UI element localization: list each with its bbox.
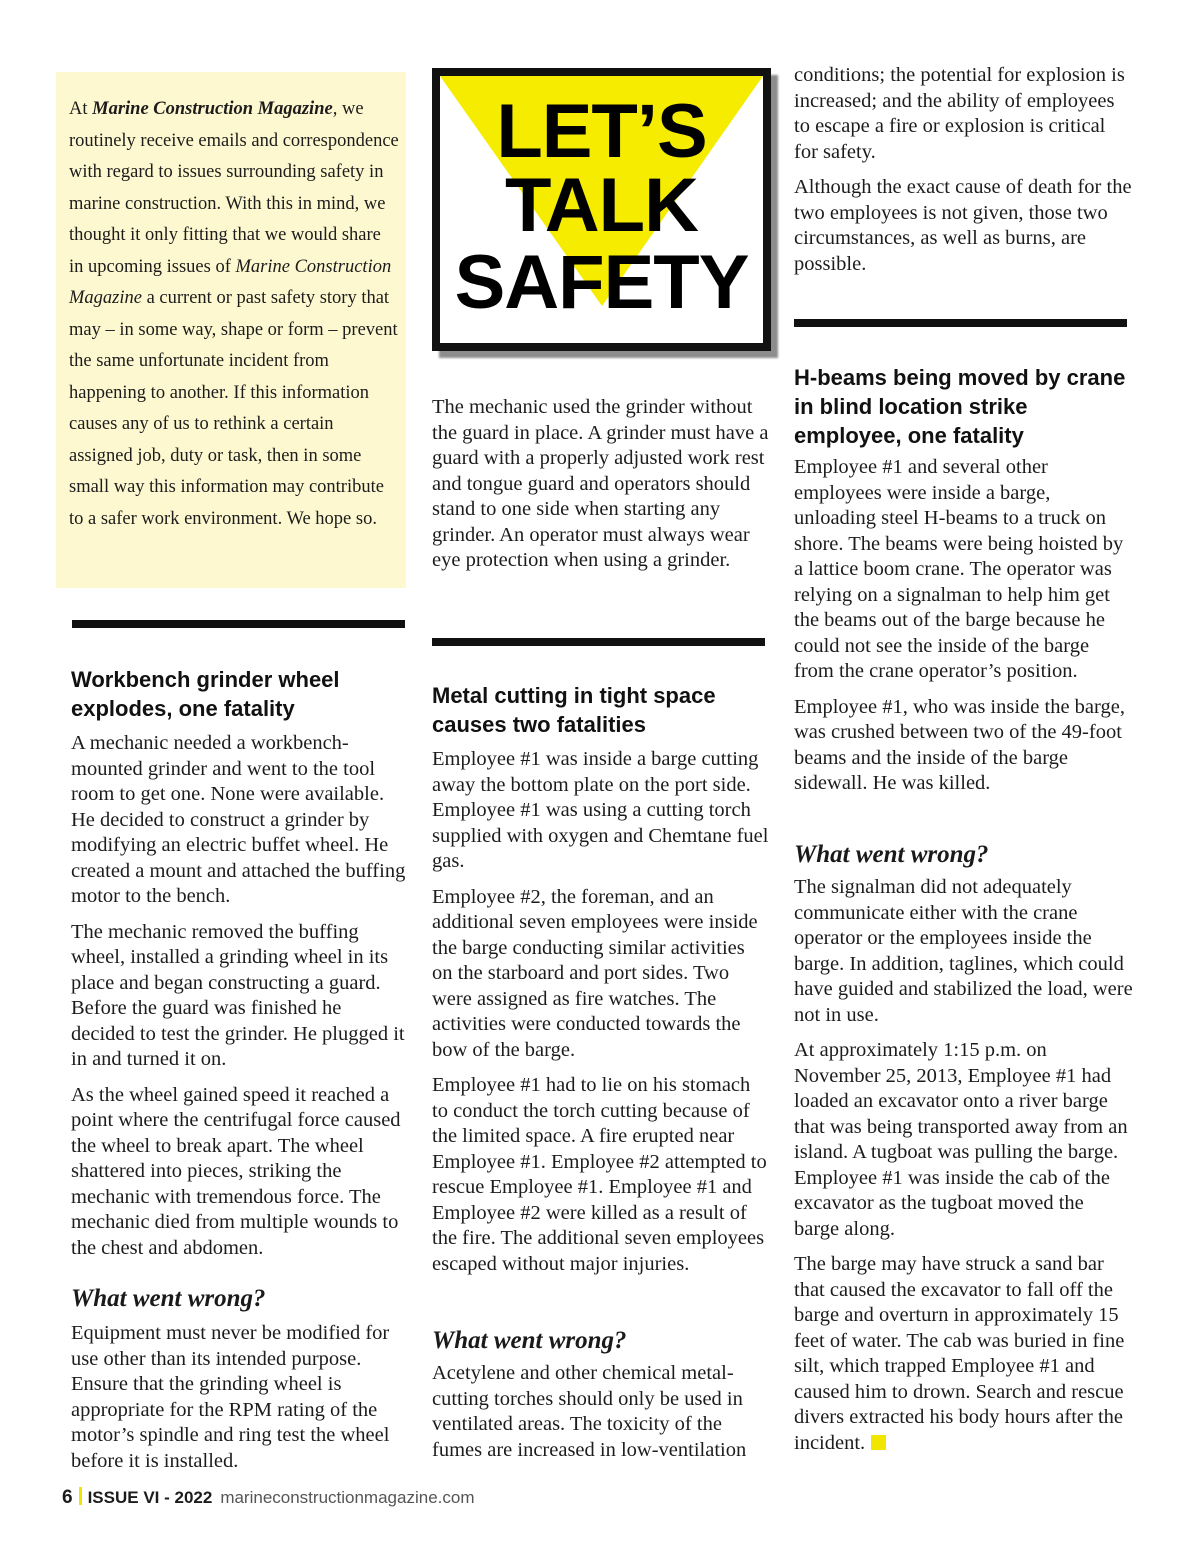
paragraph: Employee #1 was inside a barge cutting away the bottom plate on the port side. Employee #1 was using a cutting torch supplied with oxygen and Chemtane fuel gas. [432,748,769,872]
paragraph: The signalman did not adequately communicate either with the crane operator or the employees inside the barge. In addition, taglines, which could have guided and stabilized the load, were not in use. [794,876,1133,1026]
logo-line-safety: SAFETY [454,240,749,325]
subhead-what-went-wrong: What went wrong? [794,841,989,868]
page-number: 6 [62,1487,73,1508]
article-h-beams-conclusion [794,875,1134,1466]
paragraph: The barge may have struck a sand bar that caused the excavator to fall off the barge and overturn in approximately 15 feet of water. The cab was buried in fine silt, which trapped Employee #1 and caused him to drown. Search and rescue divers extracted his body hours after the incident. [794,1253,1125,1454]
footer-divider [79,1487,82,1505]
subhead-what-went-wrong: What went wrong? [71,1285,266,1312]
lets-talk-safety-logo [432,68,771,351]
intro-text: At Marine Construction Magazine, we routinely receive emails and correspondence with regard to issues surrounding safety in marine construction. With this in mind, we thought it only fitting that we would share in upcoming issues of Marine Construction Magazine a current or past safety story that may – in some way, shape or form – prevent the same unfortunate incident from happening to another. If this information causes any of us to rethink a certain assigned job, duty or task, then in some small way this information may contribute to a safer work environment. We hope so. [69,99,399,529]
paragraph: Although the exact cause of death for the two employees is not given, those two circumstances, as well as burns, are possible. [794,176,1132,275]
paragraph: Acetylene and other chemical metal-cutting torches should only be used in ventilated areas. The toxicity of the fumes are increased in low-ventilation [432,1362,747,1461]
end-mark-icon [871,1435,886,1450]
headline-grinder: Workbench grinder wheel explodes, one fatality [71,667,340,721]
paragraph: conditions; the potential for explosion is increased; and the ability of employees to escape a fire or explosion is critical for safety. [794,64,1125,163]
magazine-name-italic: Marine Construction Magazine [69,256,392,308]
paragraph: As the wheel gained speed it reached a point where the centrifugal force caused the wheel to break apart. The wheel shattered into pieces, striking the mechanic with tremendous force. The mechanic died from multiple wounds to the chest and abdomen. [71,1083,401,1259]
issue-label: ISSUE VI - 2022 [87,1488,213,1507]
article-metal-cutting-conclusion [432,1361,772,1473]
article-grinder-continued [432,395,772,584]
column-divider [72,620,405,628]
paragraph: Employee #1 had to lie on his stomach to conduct the torch cutting because of the limited space. A fire erupted near Employee #1. Employee #2 attempted to rescue Employee #1. Employee #1 and Employee #2 were killed as a result of the fire. The additional seven employees escaped without major injuries. [432,1074,767,1275]
article-grinder-conclusion [71,1321,401,1484]
paragraph: A mechanic needed a workbench-mounted grinder and went to the tool room to get one. None were available. He decided to construct a grinder by modifying an electric buffet wheel. He created a mount and attached the buffing motor to the bench. [71,732,406,907]
paragraph: Employee #2, the foreman, and an additional seven employees were inside the barge conducting similar activities on the starboard and port sides. Two were assigned as fire watches. The activities were conducted towards the bow of the barge. [432,885,758,1061]
paragraph: The mechanic used the grinder without the guard in place. A grinder must have a guard with a properly adjusted work rest and tongue guard and operators should stand to one side when starting any grinder. An operator must always wear eye protection when using a grinder. [432,396,769,571]
magazine-name: Marine Construction Magazine [92,99,333,119]
website-link[interactable]: marineconstructionmagazine.com [220,1488,475,1507]
paragraph: At approximately 1:15 p.m. on November 25, 2013, Employee #1 had loaded an excavator onto a river barge that was being transported away from an island. A tugboat was pulling the barge. Employee #1 was inside the cab of the excavator as the tugboat moved the barge along. [794,1039,1128,1240]
column-divider [794,319,1127,327]
article-metal-cutting-body [432,747,770,1287]
article-metal-cutting-continued [794,63,1134,287]
paragraph: Employee #1 and several other employees were inside a barge, unloading steel H-beams to a truck on shore. The beams were being hoisted by a lattice boom crane. The operator was relying on a signalman to help him get the beams out of the barge because he could not see the inside of the barge from the crane operator’s position. [794,456,1124,682]
column-divider [432,638,765,646]
logo-line-talk: TALK [505,163,698,248]
logo-line-lets: LET’S [496,89,707,174]
headline-metal-cutting: Metal cutting in tight space causes two fatalities [432,683,716,737]
paragraph: The mechanic removed the buffing wheel, installed a grinding wheel in its place and began constructing a guard. Before the guard was finished he decided to test the grinder. He plugged it in and turned it on. [71,920,405,1070]
subhead-what-went-wrong: What went wrong? [432,1327,627,1354]
article-grinder-body [71,731,407,1271]
article-h-beams-body [794,455,1134,807]
paragraph: Equipment must never be modified for use other than its intended purpose. Ensure that the grinding wheel is appropriate for the RPM rating of the motor’s spindle and ring test the wheel before it is installed. [71,1322,390,1472]
page-footer [62,1486,474,1510]
paragraph: Employee #1, who was inside the barge, was crushed between two of the 49-foot beams and the inside of the barge sidewall. He was killed. [794,695,1125,794]
headline-h-beams: H-beams being moved by crane in blind location strike employee, one fatality [794,365,1126,448]
